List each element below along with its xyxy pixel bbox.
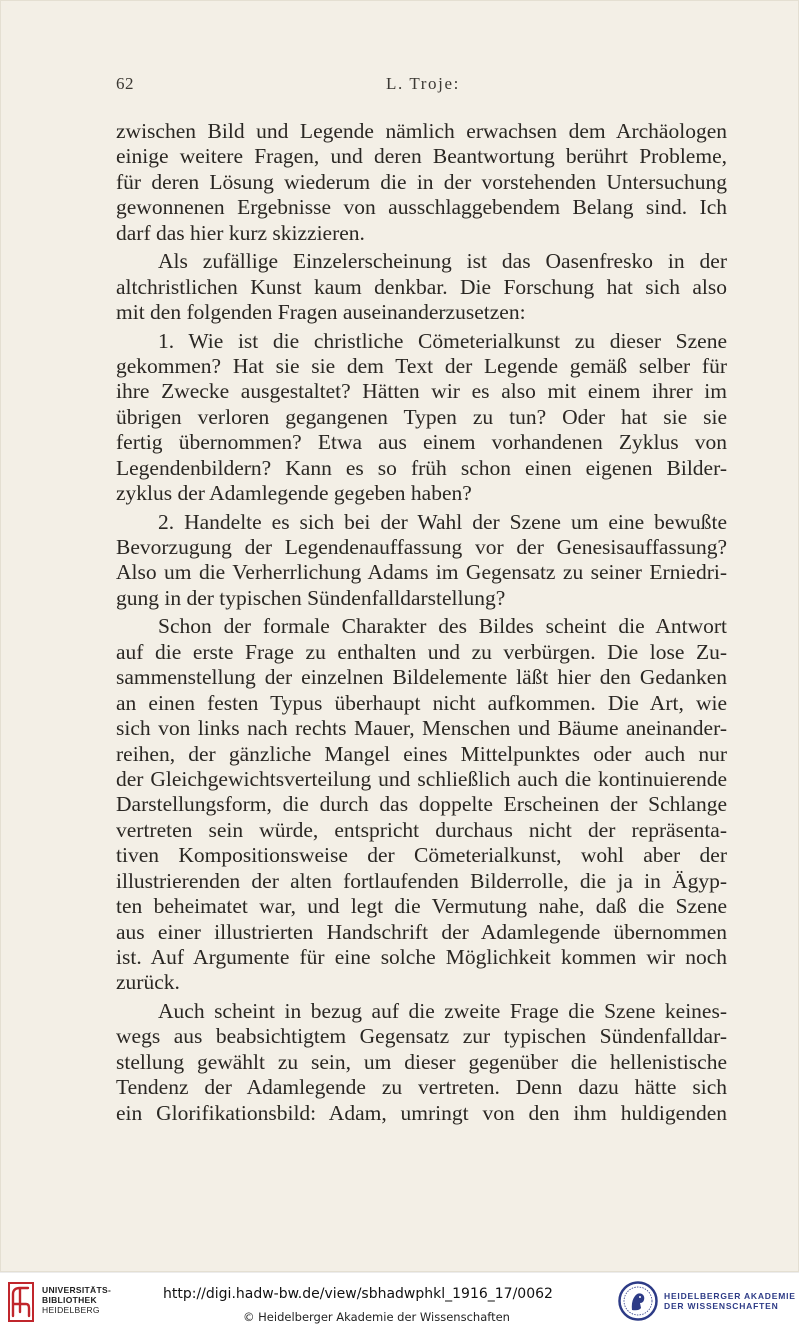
text-line: auf die erste Frage zu enthalten und zu verbürgen. Die lose Zu- bbox=[116, 639, 727, 664]
paragraph bbox=[116, 510, 727, 612]
text-line: einige weitere Fragen, und deren Beantwortung berührt Probleme, bbox=[116, 144, 727, 169]
text-line: tiven Kompositionsweise der Cömeterialkunst, wohl aber der bbox=[116, 843, 727, 868]
text-line: Schon der formale Charakter des Bildes scheint die Antwort bbox=[158, 614, 727, 639]
university-library-name bbox=[42, 1285, 111, 1315]
paragraph bbox=[116, 329, 727, 507]
text-line: ist. Auf Argumente für eine solche Möglichkeit kommen wir noch bbox=[116, 945, 727, 969]
text-line: übrigen verloren gegangenen Typen zu tun? Oder hat sie sie bbox=[116, 404, 727, 429]
text-line: Legendenbildern? Kann es so früh schon einen eigenen Bilder- bbox=[116, 455, 727, 480]
text-line: illustrierenden der alten fortlaufenden Bilderrolle, die ja in Ägyp- bbox=[116, 868, 727, 893]
text-line: Als zufällige Einzelerscheinung ist das Oasenfresko in der bbox=[158, 249, 727, 274]
running-head bbox=[116, 74, 726, 98]
page-number: 62 bbox=[116, 74, 134, 93]
text-line: 1. Wie ist die christliche Cömeterialkunst zu dieser Szene bbox=[158, 328, 727, 353]
text-line: zyklus der Adamlegende gegeben haben? bbox=[116, 481, 472, 506]
paragraph bbox=[116, 999, 727, 1126]
body-text bbox=[116, 119, 727, 1129]
footer-bar bbox=[0, 1272, 799, 1331]
university-library-logo-icon bbox=[8, 1282, 34, 1322]
text-line: der Gleichgewichtsverteilung und schließlich auch die kontinuierende bbox=[116, 766, 727, 791]
text-line: ten beheimatet war, und legt die Vermutung nahe, daß die Szene bbox=[116, 894, 727, 919]
text-line: 2. Handelte es sich bei der Wahl der Szene um eine bewußte bbox=[158, 509, 727, 534]
academy-seal-icon bbox=[618, 1281, 658, 1321]
text-line: gewonnenen Ergebnisse von ausschlaggebendem Belang sind. Ich bbox=[116, 195, 727, 220]
text-line: gung in der typischen Sündenfalldarstellung? bbox=[116, 585, 506, 610]
library-line: HEIDELBERG bbox=[42, 1305, 100, 1315]
text-line: für deren Lösung wiederum die in der vorstehenden Untersuchung bbox=[116, 169, 727, 194]
text-line: ihre Zwecke ausgestaltet? Hätten wir es also mit einem ihrer im bbox=[116, 379, 727, 404]
text-line: ein Glorifikationsbild: Adam, umringt von den ihm huldigenden bbox=[116, 1100, 727, 1125]
text-line: an einen festen Typus überhaupt nicht aufkommen. Die Art, wie bbox=[116, 690, 727, 715]
text-line: Bevorzugung der Legendenauffassung vor der Genesisauffassung? bbox=[116, 535, 727, 559]
library-line: BIBLIOTHEK bbox=[42, 1295, 97, 1305]
text-line: zwischen Bild und Legende nämlich erwachsen dem Archäologen bbox=[116, 119, 727, 143]
text-line: Auch scheint in bezug auf die zweite Frage die Szene keines- bbox=[158, 998, 727, 1023]
text-line: fertig übernommen? Etwa aus einem vorhandenen Zyklus von bbox=[116, 430, 727, 455]
text-line: reihen, der gänzliche Mangel eines Mittelpunktes oder auch nur bbox=[116, 741, 727, 766]
academy-name bbox=[664, 1291, 796, 1311]
text-line: darf das hier kurz skizzieren. bbox=[116, 220, 365, 245]
academy-line: DER WISSENSCHAFTEN bbox=[664, 1301, 779, 1311]
text-line: Tendenz der Adamlegende zu vertreten. Denn dazu hätte sich bbox=[116, 1075, 727, 1100]
text-line: gekommen? Hat sie sie dem Text der Legende gemäß selber für bbox=[116, 353, 727, 378]
text-line: mit den folgenden Fragen auseinanderzusetzen: bbox=[116, 300, 526, 325]
text-line: zurück. bbox=[116, 970, 180, 995]
text-line: stellung gewählt zu sein, um dieser gegenüber die hellenistische bbox=[116, 1049, 727, 1074]
library-line: UNIVERSITÄTS- bbox=[42, 1285, 112, 1295]
text-line: sich von links nach rechts Mauer, Menschen und Bäume aneinander- bbox=[116, 716, 727, 741]
text-line: wegs aus beabsichtigtem Gegensatz zur typischen Sündenfalldar- bbox=[116, 1024, 727, 1049]
text-line: aus einer illustrierten Handschrift der Adamlegende übernommen bbox=[116, 919, 727, 944]
source-url-link[interactable]: http://digi.hadw-bw.de/view/sbhadwphkl_1916_17/0062 bbox=[163, 1286, 553, 1302]
paragraph bbox=[116, 119, 727, 246]
copyright-notice: © Heidelberger Akademie der Wissenschaften bbox=[243, 1310, 510, 1324]
text-line: Also um die Verherrlichung Adams im Gegensatz zu seiner Erniedri- bbox=[116, 560, 727, 585]
text-line: altchristlichen Kunst kaum denkbar. Die Forschung hat sich also bbox=[116, 274, 727, 299]
paragraph bbox=[116, 249, 727, 325]
paragraph bbox=[116, 614, 727, 996]
text-line: sammenstellung der einzelnen Bildelemente läßt hier den Gedanken bbox=[116, 665, 727, 690]
text-line: Darstellungsform, die durch das doppelte Erscheinen der Schlange bbox=[116, 792, 727, 817]
running-head-author: L. Troje: bbox=[386, 74, 460, 93]
text-line: vertreten sein würde, entspricht durchaus nicht der repräsenta- bbox=[116, 817, 727, 842]
academy-line: HEIDELBERGER AKADEMIE bbox=[664, 1291, 796, 1301]
